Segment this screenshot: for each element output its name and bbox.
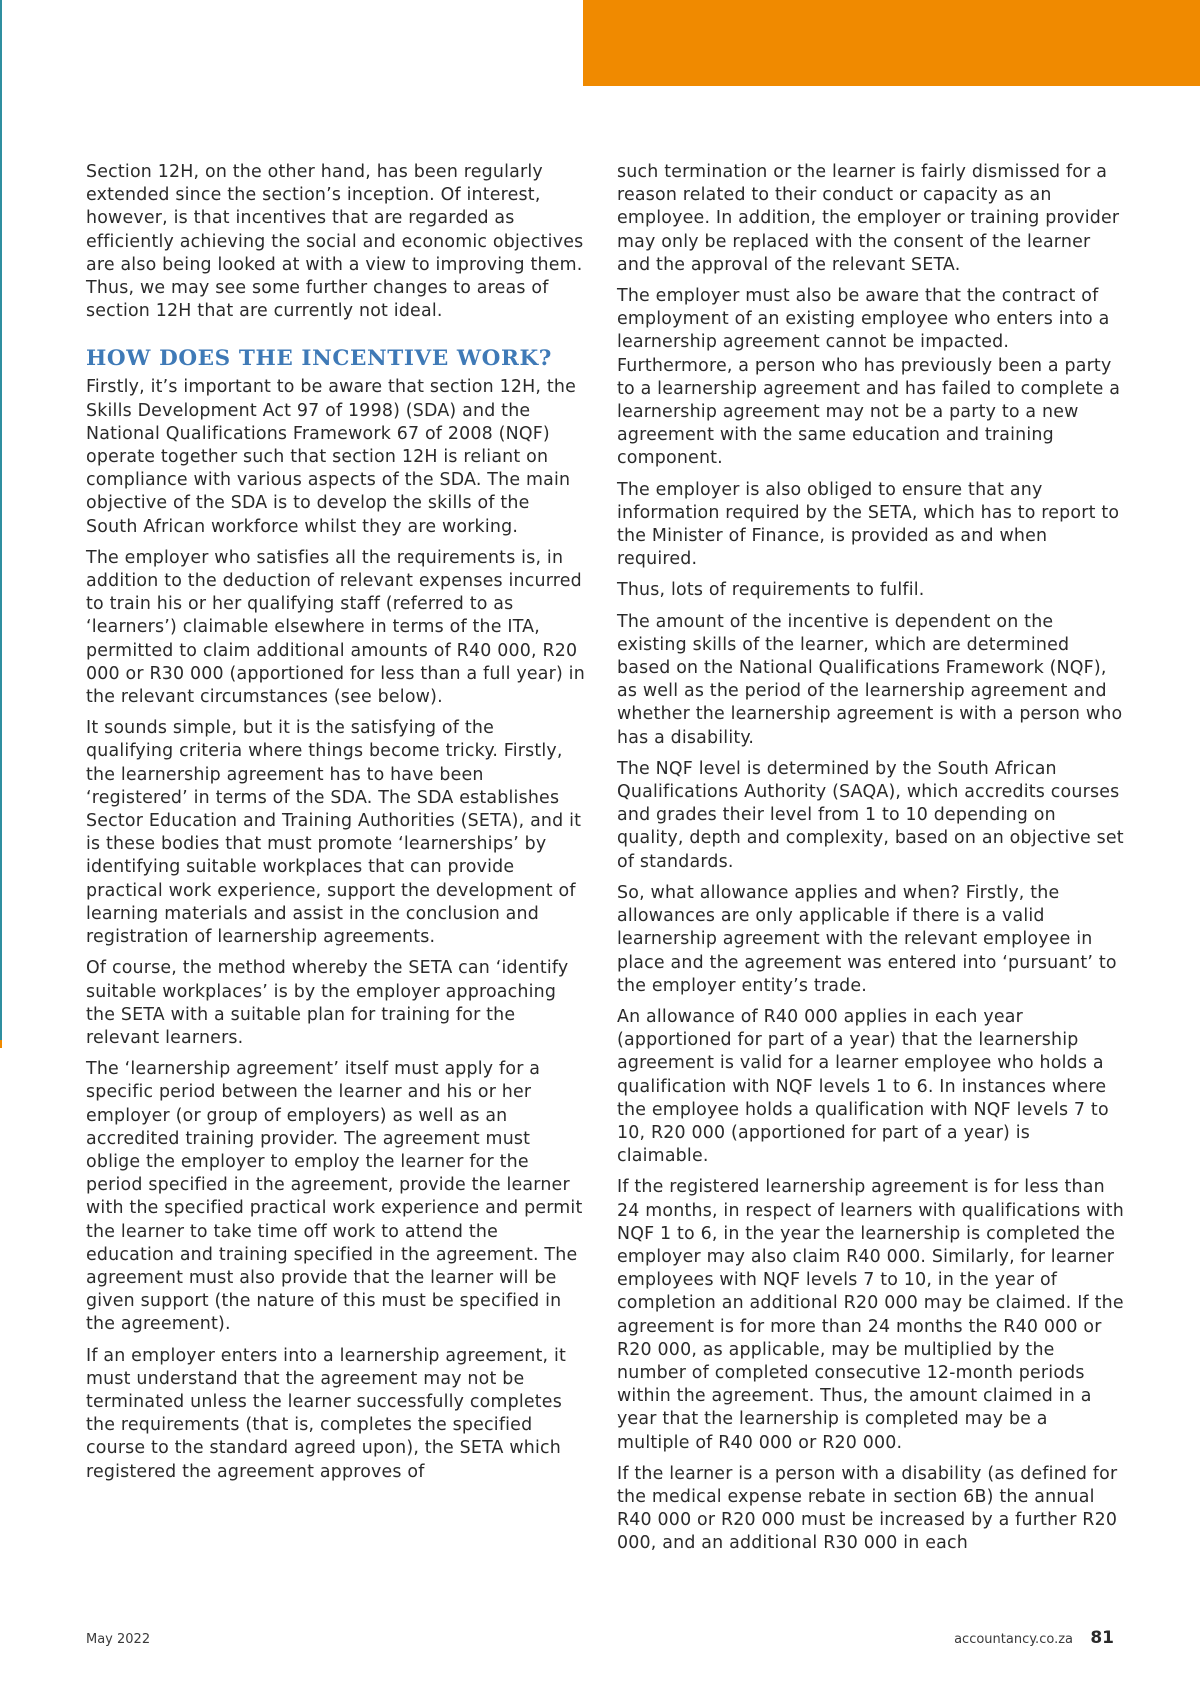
body-paragraph: An allowance of R40 000 applies in each year (apportioned for part of a year) that the learnership agreement is valid for a learner employee who holds a qualification with NQF levels 1 to 6. In instances where the employee holds a qualification with NQF levels 7 to 10, R20 000 (apportioned for part of a year) is claimable. bbox=[617, 1006, 1109, 1167]
left-column bbox=[86, 161, 586, 1492]
body-paragraph: The NQF level is determined by the South African Qualifications Authority (SAQA), which accredits courses and grades their level from 1 to 10 depending on quality, depth and complexity, based on an objective set of standards. bbox=[617, 758, 1124, 872]
body-paragraph: If the registered learnership agreement is for less than 24 months, in respect of learners with qualifications with NQF 1 to 6, in the year the learnership is completed the employer may also claim R40 000. Similarly, for learner employees with NQF levels 7 to 10, in the year of completion an additional R20 000 may be claimed. If the agreement is for more than 24 months the R40 000 or R20 000, as applicable, may be multiplied by the number of completed consecutive 12-month periods within the agreement. Thus, the amount claimed in a year that the learnership is completed may be a multiple of R40 000 or R20 000. bbox=[617, 1177, 1124, 1453]
body-paragraph: Of course, the method whereby the SETA can ‘identify suitable workplaces’ is by the employer approaching the SETA with a suitable plan for training for the relevant learners. bbox=[86, 958, 569, 1048]
footer-date: May 2022 bbox=[86, 1632, 151, 1647]
body-paragraph: It sounds simple, but it is the satisfying of the qualifying criteria where things become tricky. Firstly, the learnership agreement has to have been ‘registered’ in terms of the SDA. The SDA establishes Sector Education and Training Authorities (SETA), and it is these bodies that must promote ‘learnerships’ by identifying suitable workplaces that can provide practical work experience, support the development of learning materials and assist in the conclusion and registration of learnership agreements. bbox=[86, 718, 582, 948]
body-paragraph: If the learner is a person with a disability (as defined for the medical expense rebate in section 6B) the annual R40 000 or R20 000 must be increased by a further R20 000, and an additional R30 000 in each bbox=[617, 1463, 1118, 1554]
body-paragraph: So, what allowance applies and when? Firstly, the allowances are only applicable if there is a valid learnership agreement with the relevant employee in place and the agreement was entered into ‘pursuant’ to the employer entity’s trade. bbox=[617, 882, 1117, 996]
section-heading: HOW DOES THE INCENTIVE WORK? bbox=[86, 346, 552, 372]
right-column bbox=[617, 161, 1125, 1564]
body-paragraph: Firstly, it’s important to be aware that section 12H, the Skills Development Act 97 of 1998) (SDA) and the National Qualifications Framework 67 of 2008 (NQF) operate together such that section 12H is reliant on compliance with various aspects of the SDA. The main objective of the SDA is to develop the skills of the South African workforce whilst they are working. bbox=[86, 377, 576, 537]
left-edge-accent-mark bbox=[0, 1040, 2, 1048]
body-paragraph: The employer must also be aware that the contract of employment of an existing employee who enters into a learnership agreement cannot be impacted. Furthermore, a person who has previously been a party to a learnership agreement and has failed to complete a learnership agreement may not be a party to a new agreement with the same education and training component. bbox=[617, 286, 1121, 469]
left-edge-accent-line bbox=[0, 0, 2, 1040]
body-paragraph: The employer is also obliged to ensure that any information required by the SETA, which has to report to the Minister of Finance, is provided as and when required. bbox=[617, 479, 1120, 570]
intro-paragraph: Section 12H, on the other hand, has been regularly extended since the section’s inception. Of interest, however, is that incentives that are regarded as efficiently achieving the social and economic objectives are also being looked at with a view to improving them. Thus, we may see some further changes to areas of section 12H that are currently not ideal. bbox=[86, 162, 584, 322]
page-number: 81 bbox=[1090, 1628, 1114, 1648]
body-paragraph: such termination or the learner is fairly dismissed for a reason related to their conduct or capacity as an employee. In addition, the employer or training provider may only be replaced with the consent of the learner and the approval of the relevant SETA. bbox=[617, 162, 1120, 275]
body-paragraph: Thus, lots of requirements to fulfil. bbox=[617, 580, 925, 601]
body-paragraph: The amount of the incentive is dependent on the existing skills of the learner, which are determined based on the National Qualifications Framework (NQF), as well as the period of the learnership agreement and whether the learnership agreement is with a person who has a disability. bbox=[617, 611, 1123, 748]
header-accent-block bbox=[583, 0, 1200, 86]
body-paragraph: The employer who satisfies all the requirements is, in addition to the deduction of relevant expenses incurred to train his or her qualifying staff (referred to as ‘learners’) claimable elsewhere in terms of the ITA, permitted to claim additional amounts of R40 000, R20 000 or R30 000 (apportioned for less than a full year) in the relevant circumstances (see below). bbox=[86, 547, 585, 708]
body-paragraph: The ‘learnership agreement’ itself must apply for a specific period between the learner and his or her employer (or group of employers) as well as an accredited training provider. The agreement must oblige the employer to employ the learner for the period specified in the agreement, provide the learner with the specified practical work experience and permit the learner to take time off work to attend the education and training specified in the agreement. The agreement must also provide that the learner will be given support (the nature of this must be specified in the agreement). bbox=[86, 1059, 583, 1335]
body-paragraph: If an employer enters into a learnership agreement, it must understand that the agreement may not be terminated unless the learner successfully completes the requirements (that is, completes the specified course to the standard agreed upon), the SETA which registered the agreement approves of bbox=[86, 1345, 567, 1482]
footer-website: accountancy.co.za bbox=[954, 1632, 1073, 1647]
